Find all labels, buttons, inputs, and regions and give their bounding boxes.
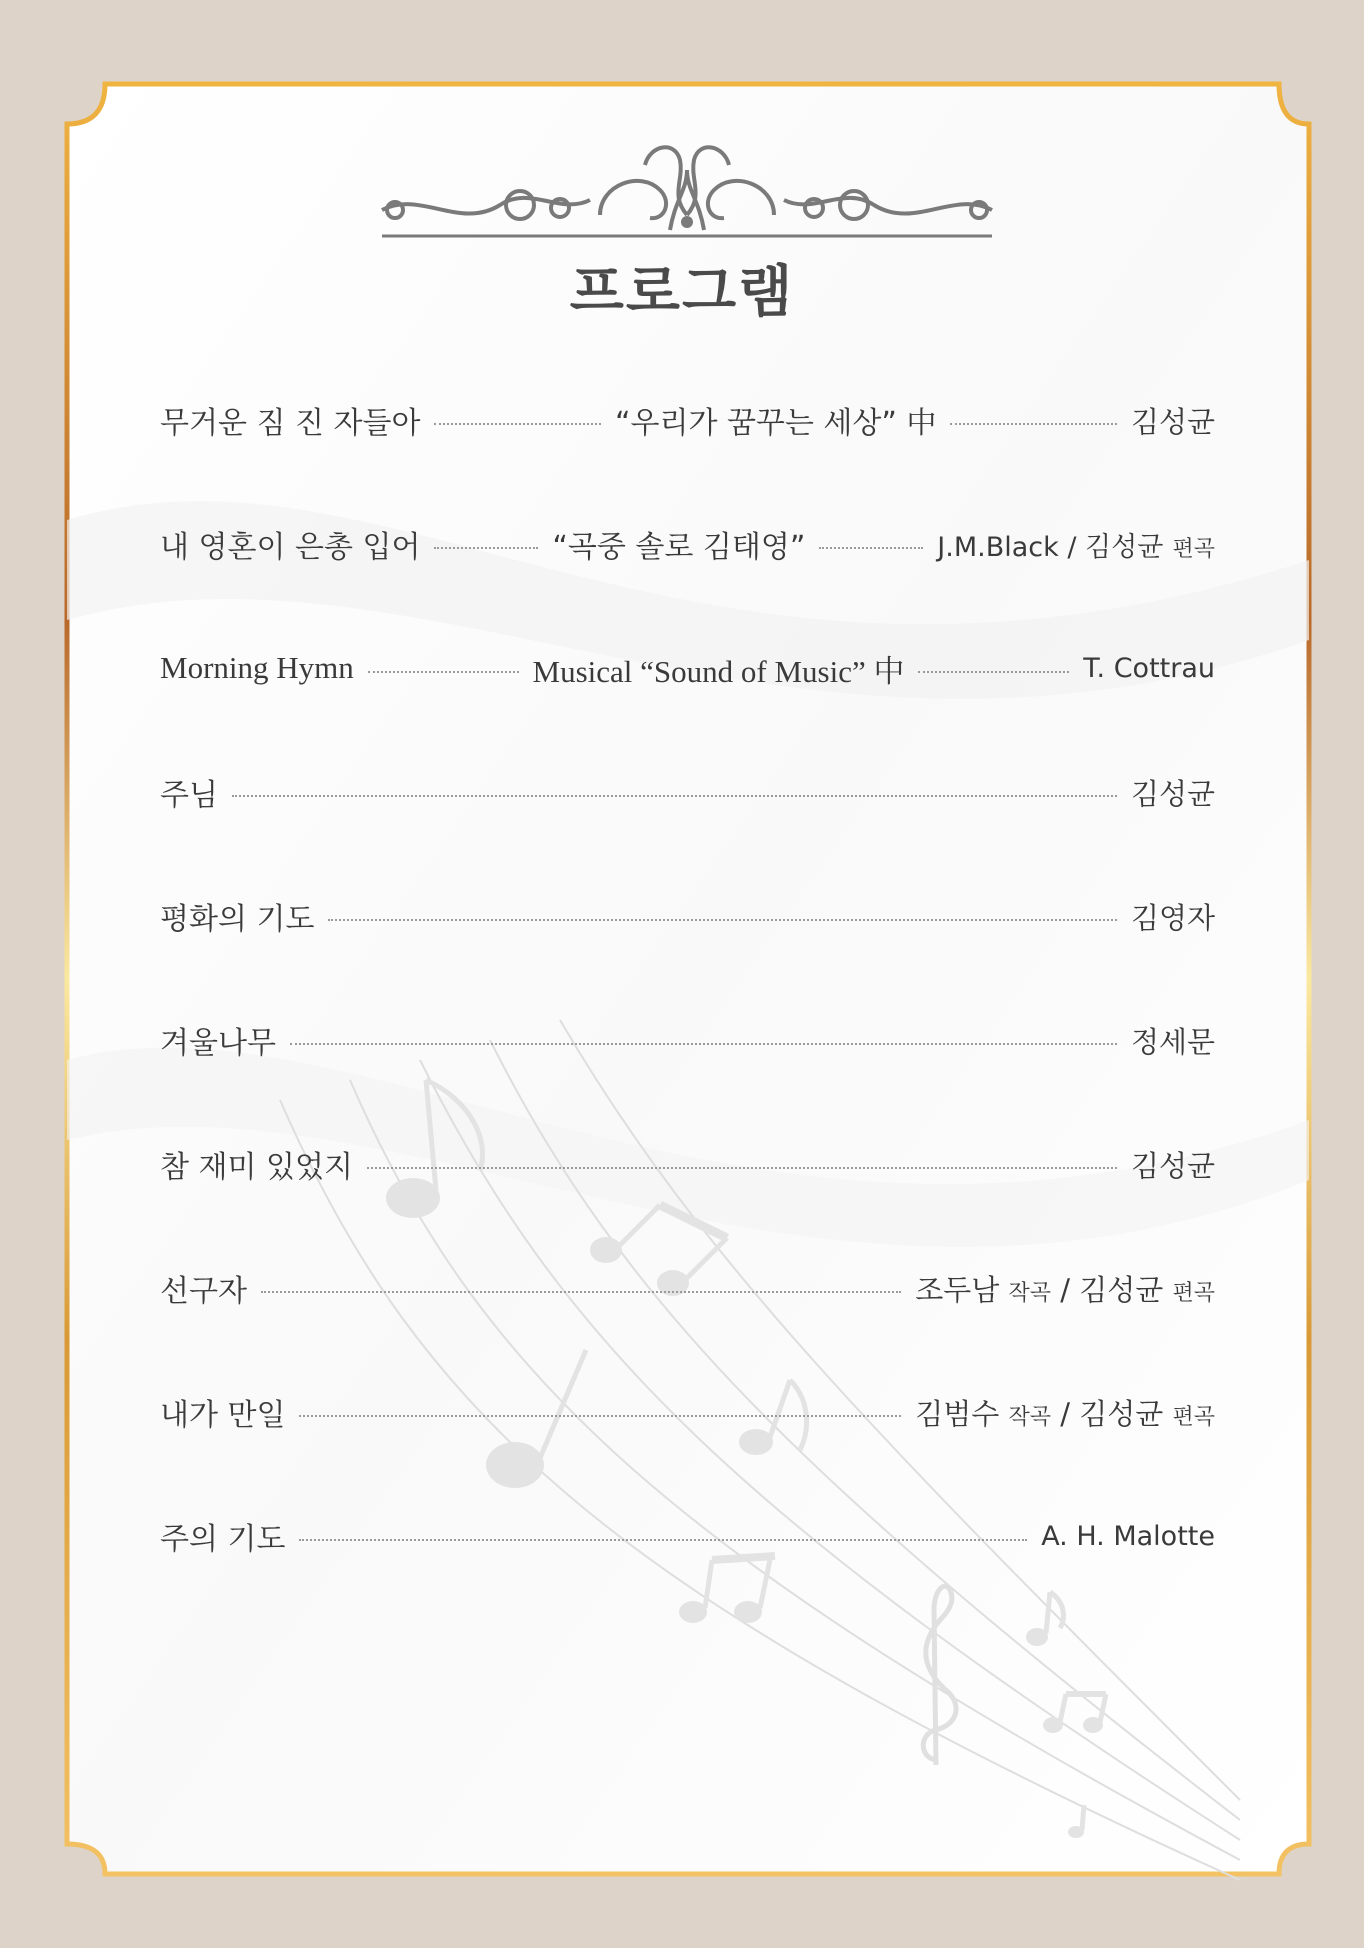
program-item (160, 886, 1215, 946)
dot-leader (819, 547, 923, 549)
dot-leader (434, 423, 600, 425)
program-composer: 김성균 (1130, 1148, 1215, 1183)
composer-name: 조두남 (915, 1272, 1000, 1307)
program-composer: 김영자 (1130, 900, 1215, 935)
program-item (160, 638, 1215, 698)
program-item (160, 514, 1215, 574)
program-item (160, 1010, 1215, 1070)
composer-name: J.M.Black / 김성균 (937, 531, 1164, 563)
dot-leader (299, 1539, 1027, 1541)
program-item (160, 1134, 1215, 1194)
dot-leader (434, 547, 538, 549)
dot-leader (918, 671, 1069, 673)
composer-note: 작곡 (1008, 1280, 1051, 1306)
program-composer: 조두남 작곡 / 김성균 편곡 (915, 1272, 1215, 1307)
program-item (160, 1258, 1215, 1318)
program-title: 내가 만일 (160, 1398, 286, 1433)
composer-note: 작곡 (1008, 1404, 1051, 1430)
program-title: Morning Hymn (160, 650, 354, 685)
program-item (160, 390, 1215, 450)
program-source: Musical “Sound of Music” 中 (532, 653, 905, 689)
program-title: 주의 기도 (160, 1522, 286, 1557)
program-composer: 김범수 작곡 / 김성균 편곡 (915, 1396, 1215, 1431)
program-composer (937, 525, 1215, 564)
program-title: 주님 (160, 778, 218, 813)
program-composer: T. Cottrau (1083, 652, 1216, 684)
program-item (160, 1382, 1215, 1442)
program-title: 무거운 짐 진 자들아 (160, 406, 421, 441)
program-composer: 정세문 (1130, 1024, 1215, 1059)
composer-note: 편곡 (1172, 536, 1216, 562)
program-title: 선구자 (160, 1274, 247, 1309)
dot-leader (290, 1043, 1117, 1045)
program-composer: A. H. Malotte (1041, 1520, 1215, 1552)
dot-leader (261, 1291, 901, 1293)
composer-name: 김범수 (915, 1396, 1000, 1431)
dot-leader (299, 1415, 901, 1417)
program-title: 평화의 기도 (160, 902, 315, 937)
program-item (160, 762, 1215, 822)
dot-leader (328, 919, 1117, 921)
dot-leader (232, 795, 1117, 797)
program-title: 참 재미 있었지 (160, 1150, 353, 1185)
program-title: 내 영혼이 은총 입어 (160, 530, 421, 565)
dot-leader (368, 671, 519, 673)
program-item (160, 1506, 1215, 1566)
dot-leader (367, 1167, 1117, 1169)
dot-leader (950, 423, 1116, 425)
program-source: “우리가 꿈꾸는 세상” 中 (614, 406, 937, 441)
program-composer: 김성균 (1130, 776, 1215, 811)
program-title: 겨울나무 (160, 1026, 276, 1061)
program-source: “곡중 솔로 김태영” (552, 530, 806, 565)
arranger-note: 편곡 (1172, 1280, 1215, 1306)
program-composer: 김성균 (1130, 404, 1216, 439)
arranger-name: 김성균 (1079, 1272, 1164, 1307)
arranger-note: 편곡 (1172, 1404, 1215, 1430)
page-title: 프로그램 (569, 260, 795, 325)
arranger-name: 김성균 (1079, 1396, 1164, 1431)
